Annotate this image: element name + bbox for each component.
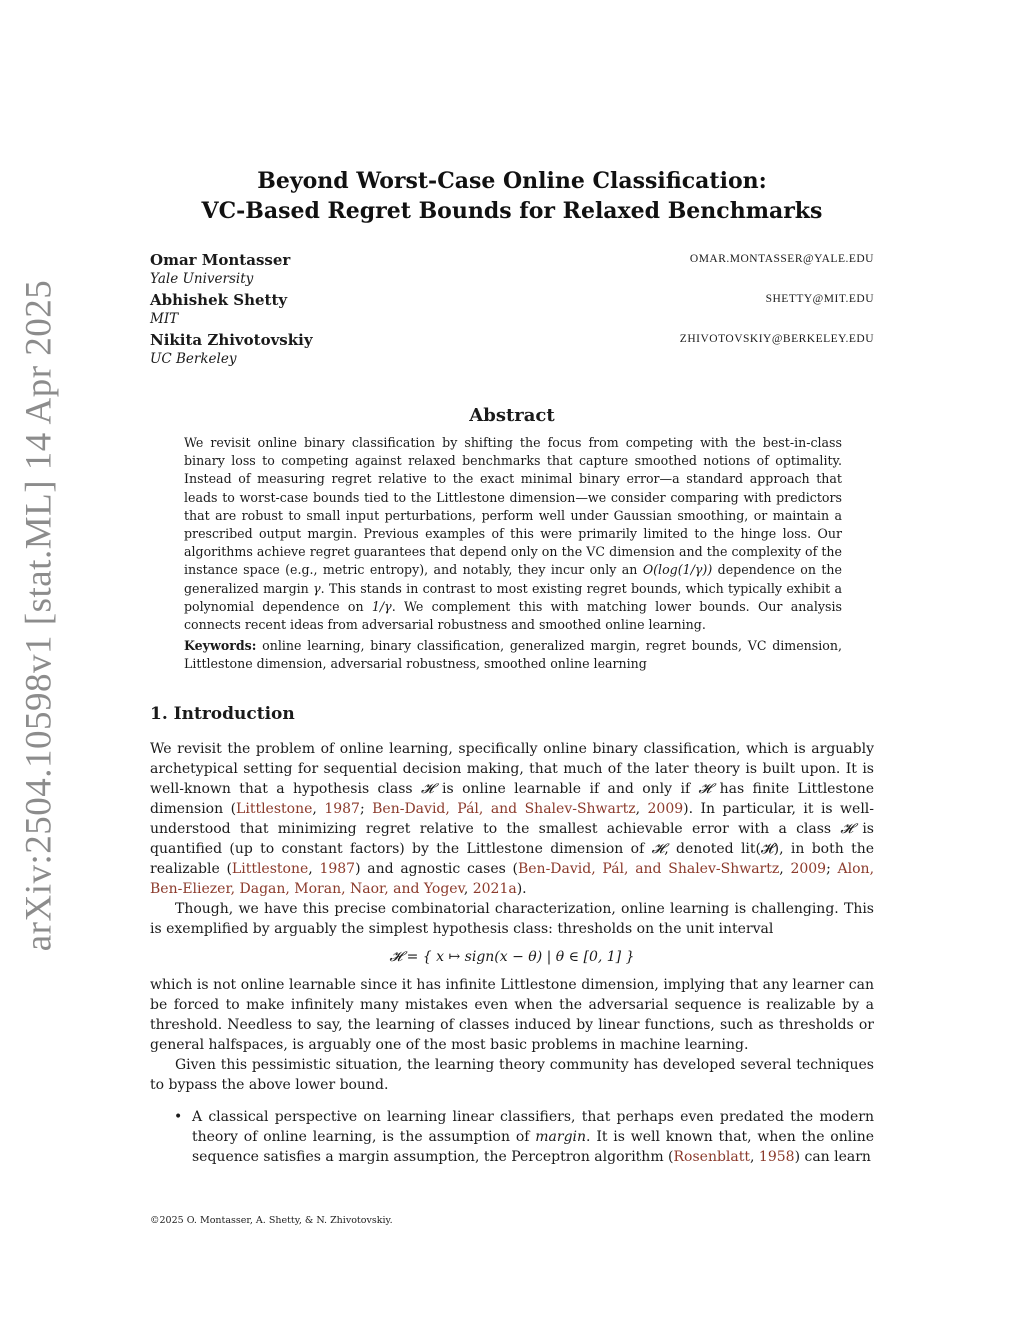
section-heading: 1. Introduction bbox=[150, 704, 295, 724]
math-symbol: 𝓗 bbox=[698, 781, 712, 797]
abstract-text: We revisit online binary classification by shifting the focus from competing with the best-in-class binary loss to competing against relaxed benchmarks that capture smoothed notions of optimality. Instead of measuring regret relative to the exact minimal binary error—a standard approach that leads to worst-case bounds tied to the Littlestone dimension—we consider comparing with predictors that are robust to small input perturbations, perform well under Gaussian smoothing, or maintain a prescribed output margin. Previous examples of this were primarily limited to the hinge loss. Our algorithms achieve regret guarantees that depend only on the VC dimension and the complexity of the instance space (e.g., metric entropy), and notably, they incur only an bbox=[184, 435, 842, 578]
text: is online learnable if and only if bbox=[442, 781, 691, 797]
citation-year-link[interactable]: 2009 bbox=[647, 801, 684, 817]
citation-link[interactable]: Ben-David, Pál, and Shalev-Shwartz bbox=[372, 801, 636, 817]
citation-link[interactable]: Littlestone bbox=[236, 801, 313, 817]
separator: ; bbox=[826, 861, 838, 877]
author-name: Omar Montasser bbox=[150, 251, 291, 269]
title-line-1: Beyond Worst-Case Online Classification: bbox=[257, 168, 767, 194]
introduction-body bbox=[150, 739, 874, 1167]
author-email[interactable]: SHETTY@MIT.EDU bbox=[765, 293, 874, 305]
paragraph: Though, we have this precise combinatorial characterization, online learning is challenging. This is exemplified by arguably the simplest hypothesis class: thresholds on the unit interval bbox=[150, 901, 874, 937]
author-email[interactable]: OMAR.MONTASSER@YALE.EDU bbox=[689, 253, 874, 265]
citation-year-link[interactable]: 2021a bbox=[472, 881, 517, 897]
math-expression: γ bbox=[313, 580, 321, 596]
copyright-footer: ©2025 O. Montasser, A. Shetty, & N. Zhivotovskiy. bbox=[150, 1215, 393, 1226]
text: ). bbox=[516, 881, 527, 897]
emphasis: margin bbox=[535, 1129, 587, 1145]
math-expression: 1/γ bbox=[371, 598, 392, 614]
keywords-label: Keywords: bbox=[184, 638, 257, 654]
paragraph: Given this pessimistic situation, the learning theory community has developed several techniques to bypass the above lower bound. bbox=[150, 1057, 874, 1093]
citation-link[interactable]: Ben-David, Pál, and Shalev-Shwartz bbox=[517, 861, 780, 877]
keywords bbox=[184, 637, 842, 673]
arxiv-identifier: arXiv:2504.10598v1 [stat.ML] 14 Apr 2025 bbox=[18, 279, 60, 951]
text: ). In particular, it is well-understood that minimizing regret relative to the smallest achievable error with a class bbox=[150, 801, 875, 837]
abstract-text: dependence on the generalized margin bbox=[184, 562, 842, 596]
list-item: • A classical perspective on learning linear classifiers, that perhaps even predated the modern theory of online learning, is the assumption of margin. It is well known that, when the online sequence satisfies a margin assumption, the Perceptron algorithm (Rosenblatt, 1958) can learn bbox=[174, 1109, 874, 1165]
text: has finite Littlestone dimension ( bbox=[150, 781, 875, 817]
text: , denoted bbox=[664, 841, 734, 857]
separator: ; bbox=[359, 801, 373, 817]
paragraph: We revisit the problem of online learning, specifically online binary classification, which is arguably archetypical setting for sequential decision making, that much of the later theory is built upon. It is well-known that a hypothesis class 𝓗 is online learnable if and only if 𝓗 has finite Littlestone dimension (Littlestone, 1987; Ben-David, Pál, and Shalev-Shwartz, 2009). In particular, it is well-understood that minimizing regret relative to the smallest achievable error with a class 𝓗 is quantified (up to constant factors) by the Littlestone dimension of 𝓗, denoted lit(𝓗), in both the realizable (Littlestone, 1987) and agnostic cases (Ben-David, Pál, and Shalev-Shwartz, 2009; Alon, Ben-Eliezer, Dagan, Moran, Naor, and Yogev, 2021a). bbox=[150, 741, 875, 897]
citation-link[interactable]: Littlestone bbox=[231, 861, 309, 877]
citation-year-link[interactable]: 1987 bbox=[319, 861, 356, 877]
author-affiliation: Yale University bbox=[150, 271, 254, 287]
abstract-heading: Abstract bbox=[469, 405, 555, 426]
math-expression: O(log(1/γ)) bbox=[642, 562, 713, 578]
text: is quantified (up to constant factors) by the Littlestone dimension of bbox=[150, 821, 874, 857]
abstract-text: . This stands in contrast to most existing regret bounds, which typically exhibit a polynomial dependence on bbox=[184, 580, 842, 614]
text: A classical perspective on learning linear classifiers, that perhaps even predated the modern theory of online learning, is the assumption of bbox=[192, 1109, 874, 1145]
citation-link[interactable]: Rosenblatt bbox=[673, 1149, 751, 1165]
citation-year-link[interactable]: 2009 bbox=[790, 861, 827, 877]
text: . It is well known that, when the online sequence satisfies a margin assumption, the Perceptron algorithm ( bbox=[192, 1129, 874, 1165]
text: ) and agnostic cases ( bbox=[355, 861, 518, 877]
abstract-body bbox=[184, 434, 842, 674]
author-name: Nikita Zhivotovskiy bbox=[150, 331, 313, 349]
arxiv-identifier-stamp bbox=[4, 279, 74, 951]
author-email[interactable]: ZHIVOTOVSKIY@BERKELEY.EDU bbox=[679, 333, 874, 345]
citation-year-link[interactable]: 1987 bbox=[324, 801, 360, 817]
math-symbol: 𝓗 bbox=[651, 841, 665, 857]
citation-link[interactable]: Alon, Ben-Eliezer, Dagan, Moran, Naor, and Yogev bbox=[150, 861, 875, 897]
text: , in both the realizable ( bbox=[150, 841, 875, 877]
title-line-2: VC-Based Regret Bounds for Relaxed Benchmarks bbox=[201, 198, 823, 224]
paragraph: which is not online learnable since it has infinite Littlestone dimension, implying that any learner can be forced to make infinitely many mistakes even when the adversarial sequence is realizable by a threshold. Needless to say, the learning of classes induced by linear functions, such as thresholds or general halfspaces, is arguably one of the most basic problems in machine learning. bbox=[150, 977, 874, 1053]
text: ) can learn bbox=[794, 1149, 871, 1165]
author-affiliation: MIT bbox=[150, 311, 179, 327]
abstract-text: . We complement this with matching lower bounds. Our analysis connects recent ideas from adversarial robustness and smoothed online learning. bbox=[184, 598, 842, 633]
abstract-paragraph bbox=[184, 434, 842, 634]
display-equation: 𝓗 = { x ↦ sign(x − θ) | θ ∈ [0, 1] } bbox=[389, 949, 635, 965]
bullet-icon: • bbox=[174, 1109, 183, 1125]
math-expression: lit(𝓗) bbox=[740, 841, 780, 857]
author-name: Abhishek Shetty bbox=[150, 291, 288, 309]
math-symbol: 𝓗 bbox=[420, 781, 434, 797]
author-affiliation: UC Berkeley bbox=[150, 351, 237, 367]
text: We revisit the problem of online learning, specifically online binary classification, which is arguably archetypical setting for sequential decision making, that much of the later theory is built upon. It is well-known that a hypothesis class bbox=[150, 741, 874, 797]
math-symbol: 𝓗 bbox=[840, 821, 854, 837]
paper-title bbox=[150, 166, 874, 226]
keywords-list: online learning, binary classification, generalized margin, regret bounds, VC dimension, Littlestone dimension, adversarial robustness, smoothed online learning bbox=[184, 638, 842, 672]
citation-year-link[interactable]: 1958 bbox=[758, 1149, 795, 1165]
